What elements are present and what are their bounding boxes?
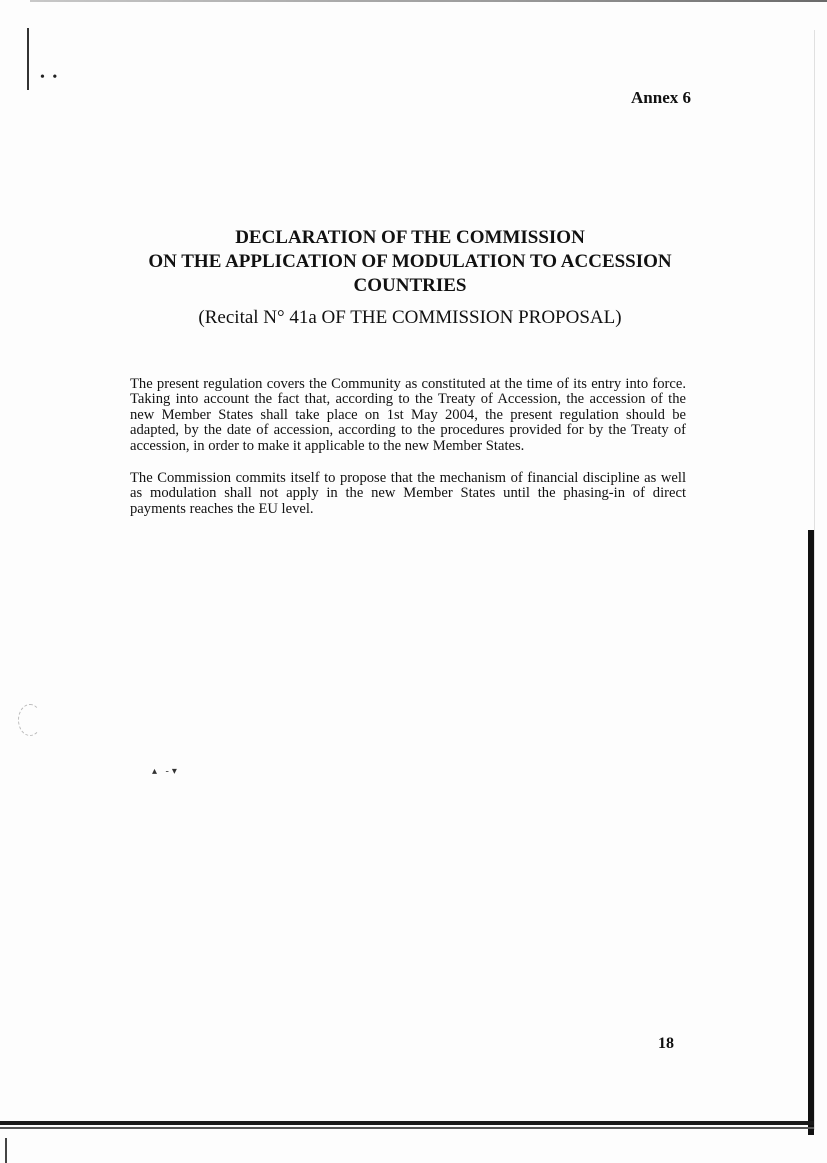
scan-speck: • • [40,70,60,85]
scan-mark-left [27,28,29,90]
title-line-1: DECLARATION OF THE COMMISSION [235,227,585,248]
recital-subtitle: (Recital N° 41a OF THE COMMISSION PROPOSAL) [198,307,622,328]
page-number: 18 [658,1035,674,1052]
title-line-3: COUNTRIES [353,275,467,296]
scan-edge-right-thin [814,30,815,1130]
body-paragraph-1: The present regulation covers the Community as constituted at the time of its entry into force. Taking into account the fact that, according to the Treaty of Accession, the accession of the new Member States shall take place on 1st May 2004, the present regulation should be adapted, by the date of accession, according to the procedures provided for by the Treaty of accession, in order to make it applicable to the new Member States. [130,376,686,454]
scan-mark-left-bottom [5,1138,7,1163]
scan-edge-bottom-secondary [0,1127,814,1129]
title-line-2: ON THE APPLICATION OF MODULATION TO ACCESSION [148,251,672,272]
scan-edge-top [30,0,827,2]
scan-edge-bottom [0,1121,814,1125]
scan-edge-right [808,530,814,1135]
body-paragraph-2: The Commission commits itself to propose that the mechanism of financial discipline as well as modulation shall not apply in the new Member States until the phasing-in of direct payments reaches the EU level. [130,470,686,517]
scan-speck-2: ▴ ‐▾ [152,766,180,777]
declaration-title [100,226,720,330]
annex-label: Annex 6 [631,88,691,107]
punch-hole-mark [18,704,42,736]
declaration-body [130,377,686,534]
